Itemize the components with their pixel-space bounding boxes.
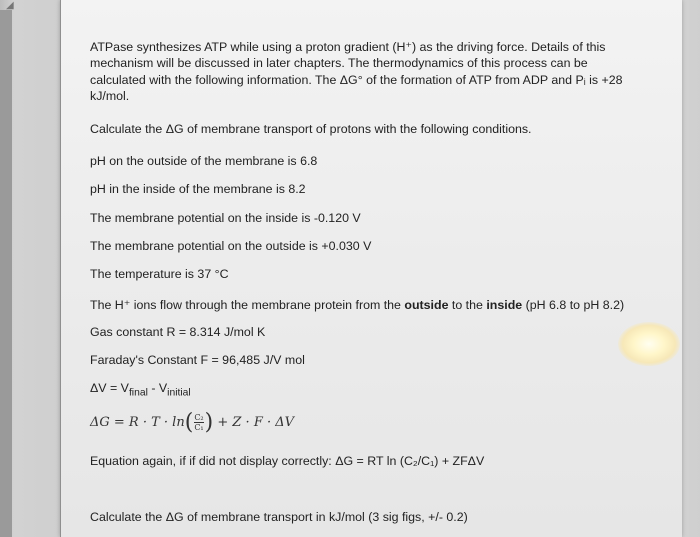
delta-v-lhs: ΔV = V xyxy=(90,381,129,395)
condition-3: The membrane potential on the inside is -0.120 V xyxy=(90,211,361,225)
top-left-corner-mark: ◢ xyxy=(6,0,14,11)
flow-suffix: (pH 6.8 to pH 8.2) xyxy=(522,298,625,312)
panel-divider xyxy=(60,0,61,537)
fraction-numerator: C₂ xyxy=(194,413,204,422)
equation-lhs: ΔG = R · T · ln xyxy=(90,415,185,430)
delta-g-equation xyxy=(90,410,294,435)
condition-2: pH in the inside of the membrane is 8.2 xyxy=(90,182,306,196)
intro-paragraph: ATPase synthesizes ATP while using a proton gradient (H⁺) as the driving force. Details of this mechanism will be discussed in later chapters. The thermodynamics of this process can be calculated with the following information. The ΔG° of the formation of ATP from ADP and Pᵢ is +28 kJ/mol. xyxy=(90,40,623,104)
condition-1: pH on the outside of the membrane is 6.8 xyxy=(90,154,318,168)
flow-direction-text xyxy=(90,297,624,312)
condition-5: The temperature is 37 °C xyxy=(90,267,229,281)
gas-constant: Gas constant R = 8.314 J/mol K xyxy=(90,325,266,339)
delta-v-minus: - V xyxy=(147,381,168,395)
delta-v-definition xyxy=(90,381,191,398)
left-scrollbar[interactable] xyxy=(0,10,12,537)
prompt-text: Calculate the ΔG of membrane transport of protons with the following conditions. xyxy=(90,122,532,136)
flow-mid: to the xyxy=(448,298,487,312)
flow-prefix: The H⁺ ions flow through the membrane protein from the xyxy=(90,298,405,312)
equation-again-text: Equation again, if if did not display correctly: ΔG = RT ln (C₂/C₁) + ZFΔV xyxy=(90,454,485,468)
flow-outside: outside xyxy=(404,298,449,312)
delta-v-initial-sub: initial xyxy=(167,387,191,399)
fraction-denominator: C₁ xyxy=(194,423,204,432)
delta-v-final-sub: final xyxy=(128,387,148,399)
faraday-constant: Faraday's Constant F = 96,485 J/V mol xyxy=(90,353,305,367)
light-glare xyxy=(618,322,680,366)
flow-inside: inside xyxy=(486,298,523,312)
equation-rhs: + Z · F · ΔV xyxy=(213,415,295,430)
concentration-fraction xyxy=(194,413,203,432)
open-paren: ( xyxy=(184,410,194,435)
question-content xyxy=(90,39,630,105)
condition-4: The membrane potential on the outside is +0.030 V xyxy=(90,239,372,253)
close-paren: ) xyxy=(204,410,214,435)
final-question: Calculate the ΔG of membrane transport in kJ/mol (3 sig figs, +/- 0.2) xyxy=(90,510,468,524)
